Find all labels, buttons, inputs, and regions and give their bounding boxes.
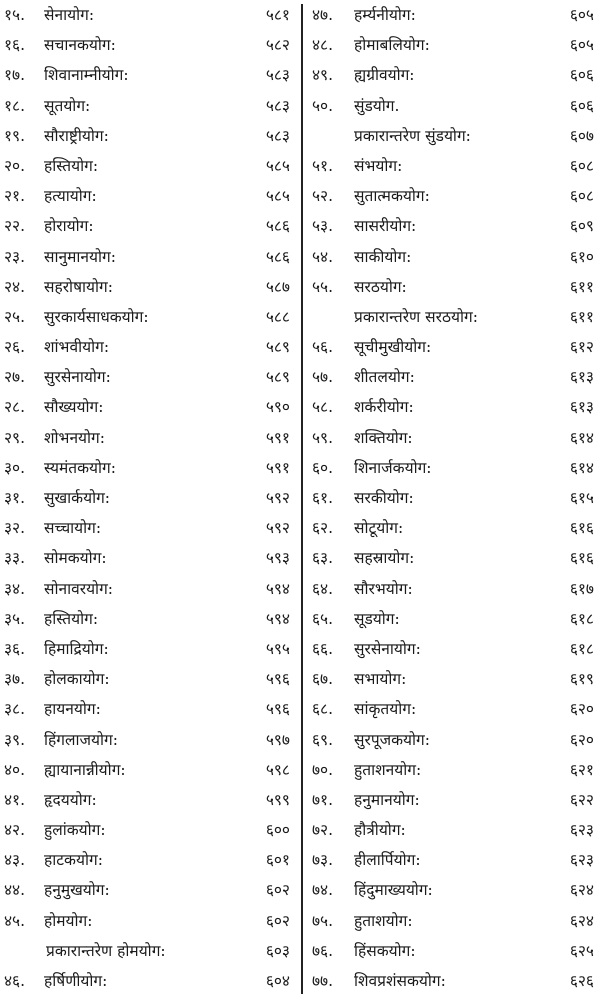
entry-page-number: ६२२ [569, 790, 594, 809]
entry-page-number: ५९४ [265, 609, 290, 628]
entry-title: होमाबलियोग: [354, 36, 430, 55]
index-entry [0, 121, 294, 151]
entry-title: शिनार्जकयोग: [354, 458, 432, 477]
index-entry [0, 785, 294, 815]
entry-title: सानुमानयोग: [44, 247, 116, 266]
index-entry [310, 483, 600, 513]
index-entry [0, 242, 294, 272]
index-entry [310, 574, 600, 604]
entry-title: शोभनयोग: [44, 428, 106, 447]
index-entry [310, 332, 600, 362]
entry-title: शर्करीयोग: [354, 398, 414, 417]
entry-title: सोटूयोग: [354, 519, 404, 538]
index-entry [0, 543, 294, 573]
entry-page-number: ६०२ [265, 881, 290, 900]
entry-title: सहरोषायोग: [44, 277, 113, 296]
entry-page-number: ६०२ [265, 911, 290, 930]
entry-number: ३१. [4, 489, 26, 507]
index-entry [310, 272, 600, 302]
entry-number: ७७. [312, 972, 334, 990]
index-entry [310, 634, 600, 664]
entry-number: ४७. [312, 6, 334, 24]
entry-page-number: ६०३ [265, 941, 290, 960]
entry-page-number: ५८३ [265, 66, 290, 85]
index-entry [0, 453, 294, 483]
index-entry [310, 242, 600, 272]
entry-number: ४४. [4, 881, 26, 900]
entry-number: ५३. [312, 217, 334, 236]
entry-number: २०. [4, 156, 26, 175]
entry-page-number: ५८१ [265, 6, 290, 24]
entry-number: २२. [4, 217, 26, 236]
index-entry [310, 604, 600, 634]
entry-title: शांभवीयोग: [44, 338, 110, 357]
index-entry [0, 845, 294, 875]
entry-number: ६१. [312, 489, 334, 507]
entry-page-number: ६०९ [569, 217, 594, 236]
entry-title: हर्षिणीयोग: [44, 972, 108, 990]
entry-number: १५. [4, 6, 26, 24]
index-entry [310, 966, 600, 996]
entry-page-number: ६०६ [569, 66, 594, 85]
entry-title: होरायोग: [44, 217, 94, 236]
entry-title: शिवप्रशंसकयोग: [354, 972, 446, 990]
entry-page-number: ५९३ [265, 549, 290, 568]
entry-number: ६३. [312, 549, 334, 568]
entry-number: २४. [4, 277, 26, 296]
entry-title: सौख्ययोग: [44, 398, 104, 417]
entry-page-number: ६०५ [569, 6, 594, 24]
index-entry [310, 513, 600, 543]
entry-number: ७३. [312, 851, 334, 870]
entry-page-number: ६१० [569, 247, 594, 266]
entry-title: सुरसेनायोग: [354, 639, 421, 658]
entry-page-number: ६१६ [569, 549, 594, 568]
entry-page-number: ५९१ [265, 458, 290, 477]
entry-page-number: ५८३ [265, 126, 290, 145]
index-entry [0, 30, 294, 60]
entry-title: सुरपूजकयोग: [354, 730, 430, 749]
entry-page-number: ५८५ [265, 156, 290, 175]
entry-title: हिंसकयोग: [354, 941, 416, 960]
index-entry [0, 815, 294, 845]
index-entry [310, 664, 600, 694]
entry-title: प्रकारान्तरेण होमयोग: [46, 941, 166, 960]
index-entry [0, 694, 294, 724]
entry-title: सुरसेनायोग: [44, 368, 111, 387]
entry-title: सूडयोग: [354, 609, 400, 628]
entry-number: ३४. [4, 579, 26, 598]
entry-number: ७६. [312, 941, 334, 960]
index-entry [310, 815, 600, 845]
index-entry [310, 906, 600, 936]
entry-number: ३२. [4, 519, 26, 538]
entry-page-number: ६२६ [569, 972, 594, 990]
index-entry [0, 362, 294, 392]
entry-title: हनुमानयोग: [354, 790, 420, 809]
entry-title: हुताशनयोग: [354, 760, 422, 779]
entry-title: सासरीयोग: [354, 217, 417, 236]
entry-page-number: ५९९ [265, 790, 290, 809]
entry-number: ५५. [312, 277, 334, 296]
entry-title: हनुमुखयोग: [44, 881, 110, 900]
entry-page-number: ५८२ [265, 36, 290, 55]
index-entry [310, 60, 600, 90]
entry-title: प्रकारान्तरेण सरठयोग: [354, 307, 478, 326]
entry-page-number: ६१३ [569, 368, 594, 387]
entry-number: २६. [4, 338, 26, 357]
index-entry [310, 181, 600, 211]
entry-title: होमयोग: [44, 911, 93, 930]
entry-page-number: ६०५ [569, 36, 594, 55]
index-entry [0, 725, 294, 755]
entry-number: ७१. [312, 790, 334, 809]
index-entry [310, 845, 600, 875]
entry-page-number: ५८६ [265, 217, 290, 236]
index-entry [310, 91, 600, 121]
index-entry [0, 574, 294, 604]
entry-title: सांकृतयोग: [354, 700, 417, 719]
index-entry [310, 875, 600, 905]
index-entry [0, 0, 294, 30]
entry-title: सूतयोग: [44, 96, 91, 115]
entry-title: हस्तियोग: [44, 156, 99, 175]
entry-page-number: ६०० [265, 821, 290, 840]
entry-page-number: ६१८ [569, 609, 594, 628]
entry-number: ५१. [312, 156, 334, 175]
index-entry [310, 453, 600, 483]
entry-number: ५२. [312, 187, 334, 206]
entry-page-number: ५८९ [265, 368, 290, 387]
entry-number: ४८. [312, 36, 334, 55]
index-entry [0, 634, 294, 664]
entry-number: १८. [4, 96, 26, 115]
entry-title: सोनावरयोग: [44, 579, 114, 598]
entry-page-number: ६१२ [569, 338, 594, 357]
entry-number: ५८. [312, 398, 334, 417]
entry-page-number: ६१७ [569, 579, 594, 598]
index-entry [0, 392, 294, 422]
entry-number: १९. [4, 126, 26, 145]
entry-number: १६. [4, 36, 26, 55]
entry-number: ६२. [312, 519, 334, 538]
entry-number: ३०. [4, 458, 26, 477]
entry-page-number: ६२३ [569, 821, 594, 840]
entry-page-number: ५९८ [265, 760, 290, 779]
entry-page-number: ६१४ [569, 428, 594, 447]
index-entry [0, 91, 294, 121]
entry-title: सुंडयोग. [354, 96, 400, 115]
entry-number: २९. [4, 428, 26, 447]
entry-number: ७२. [312, 821, 334, 840]
entry-page-number: ५९२ [265, 489, 290, 507]
index-entry [0, 332, 294, 362]
entry-page-number: ६१४ [569, 458, 594, 477]
entry-title: हीलार्पियोग: [354, 851, 421, 870]
entry-title: सौरभयोग: [354, 579, 413, 598]
entry-number: ४२. [4, 821, 26, 840]
entry-title: सूचीमुखीयोग: [354, 338, 432, 357]
entry-page-number: ६१८ [569, 639, 594, 658]
index-entry [310, 0, 600, 30]
entry-page-number: ६०८ [569, 187, 594, 206]
index-entry [0, 60, 294, 90]
entry-title: साकीयोग: [354, 247, 412, 266]
entry-number: ४९. [312, 66, 334, 85]
index-entry [0, 513, 294, 543]
entry-title: संभयोग: [354, 156, 403, 175]
index-entry [310, 392, 600, 422]
index-entry [310, 785, 600, 815]
entry-number: ६०. [312, 458, 334, 477]
entry-page-number: ६२१ [569, 760, 594, 779]
entry-page-number: ६१५ [569, 489, 594, 507]
entry-page-number: ६२० [569, 700, 594, 719]
index-entry [0, 604, 294, 634]
entry-number: ६९. [312, 730, 334, 749]
entry-number: २७. [4, 368, 26, 387]
entry-number: ५०. [312, 96, 334, 115]
entry-title: सेनायोग: [44, 6, 95, 24]
entry-number: २८. [4, 398, 26, 417]
index-entry [310, 211, 600, 241]
index-entry [0, 755, 294, 785]
entry-number: ३३. [4, 549, 26, 568]
entry-title: होलकायोग: [44, 670, 110, 689]
entry-title: सरकीयोग: [354, 489, 414, 507]
entry-page-number: ५९७ [265, 730, 290, 749]
entry-number: ४५. [4, 911, 26, 930]
entry-number: ४१. [4, 790, 26, 809]
index-entry [310, 362, 600, 392]
entry-page-number: ५९४ [265, 579, 290, 598]
entry-title: सचानकयोग: [44, 36, 116, 55]
index-entry [310, 151, 600, 181]
index-entry [0, 936, 294, 966]
index-entry [0, 906, 294, 936]
entry-title: हिंदुमाख्ययोग: [354, 881, 433, 900]
index-entry [0, 151, 294, 181]
index-entry [310, 423, 600, 453]
entry-page-number: ६१६ [569, 519, 594, 538]
index-entry [0, 423, 294, 453]
entry-title: हिमाद्रियोग: [44, 639, 109, 658]
index-entry [310, 936, 600, 966]
index-column-left [0, 0, 294, 996]
index-entry [310, 543, 600, 573]
index-entry [0, 483, 294, 513]
entry-page-number: ६२३ [569, 851, 594, 870]
entry-number: ३८. [4, 700, 26, 719]
entry-page-number: ५९६ [265, 700, 290, 719]
entry-number: २५. [4, 307, 26, 326]
entry-title: सभायोग: [354, 670, 407, 689]
entry-title: हुताशयोग: [354, 911, 413, 930]
index-entry [310, 694, 600, 724]
entry-page-number: ५९२ [265, 519, 290, 538]
entry-page-number: ६११ [569, 307, 594, 326]
entry-title: हौत्रीयोग: [354, 821, 406, 840]
index-entry [310, 725, 600, 755]
entry-number: ४३. [4, 851, 26, 870]
entry-title: सुखार्कयोग: [44, 489, 111, 507]
entry-title: शक्तियोग: [354, 428, 413, 447]
entry-page-number: ६२४ [569, 911, 594, 930]
entry-number: ६८. [312, 700, 334, 719]
entry-number: १७. [4, 66, 26, 85]
entry-number: ५९. [312, 428, 334, 447]
entry-number: ७५. [312, 911, 334, 930]
entry-title: हत्यायोग: [44, 187, 97, 206]
entry-number: ५६. [312, 338, 334, 357]
entry-number: ३९. [4, 730, 26, 749]
entry-title: सुतात्मकयोग: [354, 187, 430, 206]
entry-page-number: ५९५ [265, 639, 290, 658]
entry-title: सोमकयोग: [44, 549, 107, 568]
index-entry [0, 302, 294, 332]
entry-page-number: ५८८ [265, 307, 290, 326]
entry-page-number: ६११ [569, 277, 594, 296]
entry-page-number: ६२५ [569, 941, 594, 960]
entry-title: शिवानाम्नीयोग: [44, 66, 129, 85]
entry-number: ४०. [4, 760, 26, 779]
entry-page-number: ५८७ [265, 277, 290, 296]
entry-page-number: ६०७ [569, 126, 594, 145]
entry-number: ६४. [312, 579, 334, 598]
entry-page-number: ६०६ [569, 96, 594, 115]
entry-page-number: ५९१ [265, 428, 290, 447]
index-entry [0, 181, 294, 211]
entry-title: हिंगलाजयोग: [44, 730, 118, 749]
entry-page-number: ५८५ [265, 187, 290, 206]
index-entry [0, 664, 294, 694]
entry-title: सच्चायोग: [44, 519, 102, 538]
entry-number: ५७. [312, 368, 334, 387]
entry-title: ह्यग्रीवयोग: [354, 66, 415, 85]
index-entry [310, 30, 600, 60]
entry-title: सहस्रायोग: [354, 549, 415, 568]
entry-page-number: ५८९ [265, 338, 290, 357]
index-entry [0, 211, 294, 241]
entry-page-number: ६०१ [265, 851, 290, 870]
entry-title: हृदययोग: [44, 790, 97, 809]
entry-title: सुरकार्यसाधकयोग: [44, 307, 149, 326]
column-divider [301, 4, 303, 994]
entry-number: ६७. [312, 670, 334, 689]
entry-number: ७०. [312, 760, 334, 779]
entry-title: हुलांकयोग: [44, 821, 106, 840]
entry-page-number: ६०८ [569, 156, 594, 175]
entry-number: २१. [4, 187, 26, 206]
entry-number: २३. [4, 247, 26, 266]
entry-title: सरठयोग: [354, 277, 407, 296]
entry-page-number: ६१९ [569, 670, 594, 689]
entry-page-number: ५९६ [265, 670, 290, 689]
entry-page-number: ५८६ [265, 247, 290, 266]
entry-title: हस्तियोग: [44, 609, 99, 628]
entry-number: ३७. [4, 670, 26, 689]
entry-title: सौराष्ट्रीयोग: [44, 126, 109, 145]
entry-number: ४६. [4, 972, 26, 990]
entry-page-number: ५८३ [265, 96, 290, 115]
index-column-right [310, 0, 600, 996]
entry-title: ह्यायानान्नीयोग: [44, 760, 126, 779]
index-entry [0, 966, 294, 996]
entry-number: ७४. [312, 881, 334, 900]
entry-number: ६५. [312, 609, 334, 628]
entry-number: ३५. [4, 609, 26, 628]
entry-title: हायनयोग: [44, 700, 101, 719]
entry-title: प्रकारान्तरेण सुंडयोग: [354, 126, 471, 145]
entry-page-number: ५९० [265, 398, 290, 417]
entry-title: हाटकयोग: [44, 851, 103, 870]
entry-title: हर्म्यनीयोग: [354, 6, 416, 24]
entry-number: ६६. [312, 639, 334, 658]
index-entry [0, 272, 294, 302]
index-entry [310, 302, 600, 332]
entry-number: ५४. [312, 247, 334, 266]
entry-number: ३६. [4, 639, 26, 658]
entry-title: स्यमंतकयोग: [44, 458, 116, 477]
index-entry [0, 875, 294, 905]
entry-page-number: ६२० [569, 730, 594, 749]
entry-title: शीतलयोग: [354, 368, 415, 387]
entry-page-number: ६१३ [569, 398, 594, 417]
entry-page-number: ६०४ [265, 972, 290, 990]
index-entry [310, 121, 600, 151]
entry-page-number: ६२४ [569, 881, 594, 900]
index-entry [310, 755, 600, 785]
